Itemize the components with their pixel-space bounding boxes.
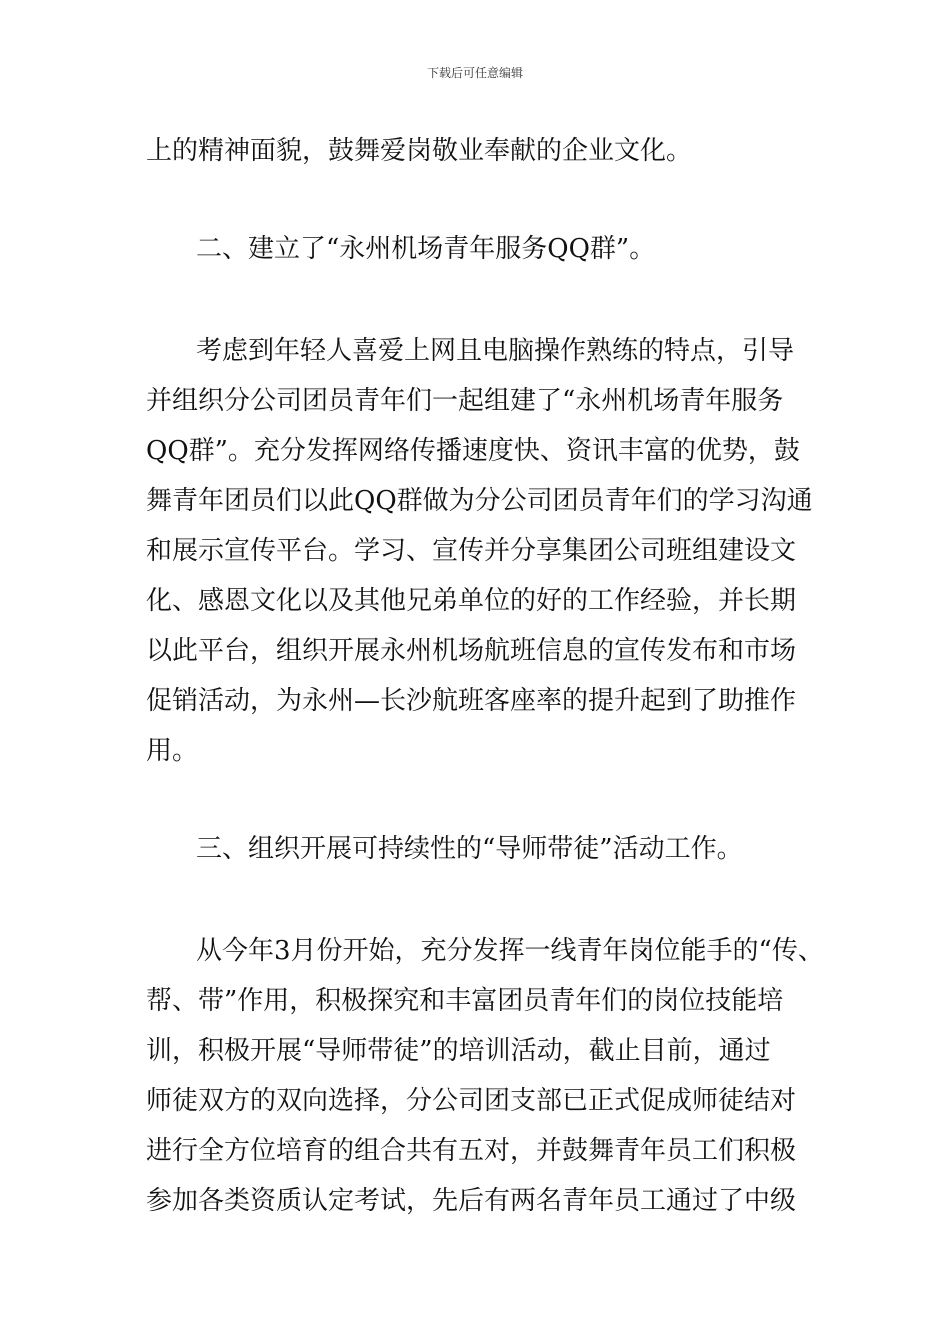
paragraph-5-line-6: 参加各类资质认定考试，先后有两名青年员工通过了中级 (146, 1186, 797, 1216)
paragraph-5-line-5: 进行全方位培育的组合共有五对，并鼓舞青年员工们积极 (146, 1136, 797, 1166)
paragraph-3-line-5: 和展示宣传平台。学习、宣传并分享集团公司班组建设文 (146, 536, 797, 566)
paragraph-3-line-9: 用。 (146, 736, 199, 766)
paragraph-5-line-3: 训，积极开展“导师带徒”的培训活动，截止目前，通过 (146, 1036, 771, 1066)
paragraph-3-line-2: 并组织分公司团员青年们一起组建了“永州机场青年服务 (146, 386, 784, 416)
paragraph-3-line-8: 促销活动，为永州—长沙航班客座率的提升起到了助推作 (146, 686, 797, 716)
paragraph-3-line-6: 化、感恩文化以及其他兄弟单位的好的工作经验，并长期 (146, 586, 797, 616)
section-heading-2: 二、建立了“永州机场青年服务QQ群”。 (196, 234, 656, 264)
paragraph-3-line-4: 舞青年团员们以此QQ群做为分公司团员青年们的学习沟通 (146, 486, 813, 516)
paragraph-1-line-1: 上的精神面貌，鼓舞爱岗敬业奉献的企业文化。 (146, 136, 693, 166)
paragraph-5-line-1: 从今年3月份开始，充分发挥一线青年岗位能手的“传、 (196, 936, 824, 966)
page-header: 下载后可任意编辑 (426, 66, 523, 80)
paragraph-3-line-7: 以此平台，组织开展永州机场航班信息的宣传发布和市场 (146, 636, 797, 666)
paragraph-5-line-4: 师徒双方的双向选择，分公司团支部已正式促成师徒结对 (146, 1086, 797, 1116)
section-heading-3: 三、组织开展可持续性的“导师带徒”活动工作。 (196, 834, 743, 864)
paragraph-5-line-2: 帮、带”作用，积极探究和丰富团员青年们的岗位技能培 (146, 986, 784, 1016)
paragraph-3-line-3: QQ群”。充分发挥网络传播速度快、资讯丰富的优势，鼓 (146, 436, 800, 466)
paragraph-3-line-1: 考虑到年轻人喜爱上网且电脑操作熟练的特点，引导 (196, 336, 795, 366)
